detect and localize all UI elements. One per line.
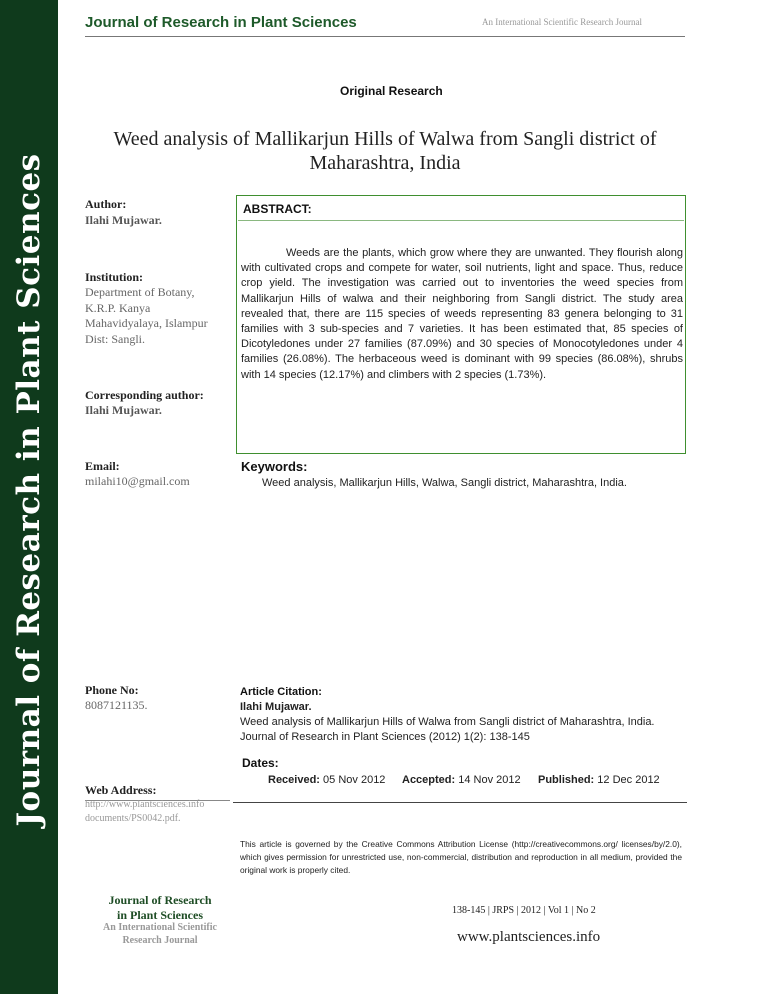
section-label: Original Research <box>340 84 443 98</box>
footer-journal-line: Journal of Research <box>108 893 212 907</box>
institution-value <box>85 285 208 347</box>
institution-line: K.R.P. Kanya <box>85 300 151 315</box>
published-date <box>538 774 660 786</box>
sidebar-journal-title: Journal of Research in Plant Sciences <box>11 153 47 827</box>
footer-tagline-line: Research Journal <box>122 934 198 946</box>
footer-page-info: 138-145 | JRPS | 2012 | Vol 1 | No 2 <box>452 905 596 916</box>
phone-label: Phone No: <box>85 683 139 697</box>
received-label: Received: <box>268 774 320 786</box>
journal-tagline: An International Scientific Research Journal <box>482 17 642 27</box>
web-address-line: http://www.plantsciences.info <box>85 799 205 810</box>
article-title-line2: Maharashtra, India <box>309 152 461 174</box>
dates-heading: Dates: <box>242 756 279 770</box>
footer-website-link[interactable]: www.plantsciences.info <box>457 929 601 945</box>
institution-line: Dist: Sangli. <box>85 331 146 346</box>
citation-author: Ilahi Mujawar. <box>240 701 312 713</box>
accepted-label: Accepted: <box>402 774 456 786</box>
abstract-heading: ABSTRACT: <box>243 202 312 216</box>
corresponding-author-label: Corresponding author: <box>85 388 204 402</box>
web-address-line: documents/PS0042.pdf. <box>85 813 181 824</box>
keywords-text: Weed analysis, Mallikarjun Hills, Walwa, Sangli district, Maharashtra, India. <box>262 477 627 489</box>
journal-header-title: Journal of Research in Plant Sciences <box>85 14 357 31</box>
web-address-value <box>85 798 204 826</box>
abstract-text: Weeds are the plants, which grow where they are unwanted. They flourish along with cultivated crops and compete for water, soil nutrients, light and space. Thus, reduce crop yield. The investigation was carried out to inventories the weed species from Mallikarjun Hills of walwa and their neighboring from Sangli district. The study area revealed that, there are 115 species of weeds representing 83 genera belonging to 31 families with 3 sub-species and 7 varieties. It has been estimated that, 85 species of Dicotyledones under 27 families (87.09%) and 30 species of Monocotyledones under 4 families (26.08%). The herbaceous weed is dominant with 99 species (86.08%), shrubs with 14 species (12.17%) and climbers with 2 species (1.73%). <box>241 247 683 381</box>
received-date <box>268 774 385 786</box>
footer-tagline-line: An International Scientific <box>103 922 217 933</box>
abstract-divider <box>238 220 684 221</box>
accepted-date <box>402 774 521 786</box>
sidebar-banner <box>0 0 58 994</box>
accepted-value: 14 Nov 2012 <box>458 774 521 786</box>
phone-value: 8087121135. <box>85 698 148 712</box>
published-value: 12 Dec 2012 <box>597 774 660 786</box>
article-title-line1: Weed analysis of Mallikarjun Hills of Walwa from Sangli district of <box>113 128 657 150</box>
abstract-box <box>236 195 686 454</box>
email-label: Email: <box>85 459 120 473</box>
citation-heading: Article Citation: <box>240 686 322 698</box>
dates-divider <box>233 802 687 803</box>
article-title <box>95 127 675 175</box>
citation-journal: Journal of Research in Plant Sciences (2012) 1(2): 138-145 <box>240 731 530 743</box>
footer-journal-line: in Plant Sciences <box>117 908 203 922</box>
received-value: 05 Nov 2012 <box>323 774 386 786</box>
footer-journal-name <box>80 893 240 923</box>
institution-line: Mahavidyalaya, Islampur <box>85 316 208 330</box>
author-name: Ilahi Mujawar. <box>85 213 162 227</box>
footer-tagline <box>80 922 240 947</box>
email-value: milahi10@gmail.com <box>85 474 190 488</box>
header-divider <box>85 36 685 37</box>
published-label: Published: <box>538 774 595 786</box>
author-label: Author: <box>85 197 127 211</box>
citation-title: Weed analysis of Mallikarjun Hills of Walwa from Sangli district of Maharashtra, India. <box>240 716 655 728</box>
institution-label: Institution: <box>85 270 144 284</box>
keywords-heading: Keywords: <box>241 459 308 474</box>
license-text: This article is governed by the Creative Commons Attribution License (http://creativecommons.org/ licenses/by/2.0), which gives permission for unrestricted use, non-commercial, distribution and reproduction in all medium, provided the original work is properly cited. <box>240 839 682 875</box>
institution-line: Department of Botany, <box>85 285 195 299</box>
web-address-label: Web Address: <box>85 783 157 797</box>
corresponding-author-name: Ilahi Mujawar. <box>85 403 162 417</box>
